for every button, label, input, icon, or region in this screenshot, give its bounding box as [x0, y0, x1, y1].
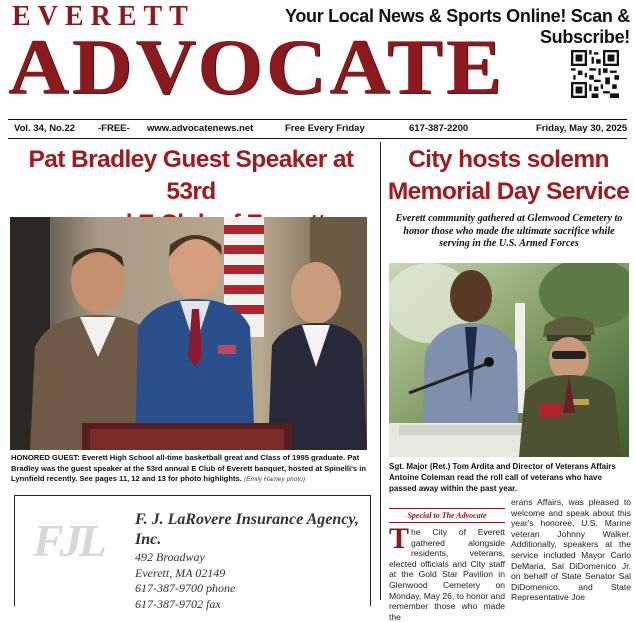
insurance-advertisement[interactable] [14, 495, 371, 611]
headline-line: Memorial Day Service [387, 178, 630, 205]
banquet-photo [10, 217, 367, 450]
issue-info-bar [8, 119, 627, 139]
right-story-deck: Everett community gathered at Glenwood Cemetery to honor those who made the ultimate sacrifice while serving in the U.S. Armed Forces [395, 213, 623, 249]
agency-logo: FJL [33, 515, 103, 566]
masthead-tagline: Your Local News & Sports Online! Scan & Subscribe! [284, 6, 630, 47]
phone-number: 617-387-2200 [409, 123, 469, 134]
story-byline: Special to The Advocate [389, 508, 505, 523]
right-photo-caption: Sgt. Major (Ret.) Tom Ardita and Director of Veterans Affairs Antoine Coleman read the roll call of veterans who have passed away within the past year. [389, 462, 616, 493]
headline-line: Pat Bradley Guest Speaker at 53rd [28, 146, 354, 205]
caption-text: HONORED GUEST: Everett High School all-time basketball great and Class of 1995 graduate. Pat Bradley was the guest speaker at the 53rd annual E Club of Everett banquet, hosted at Spinelli's in Lynnfield recently. See pages 11, 12 and 13 for photo highlights. [11, 453, 367, 483]
story-body-column-2: erans Affairs, was pleased to welcome and speak about this year's honoree, U.S. Marine veteran Johnny Walker. Additionally, speakers at the service included Mayor Carlo DeMaria, Sal DiDomenico Jr. on behalf of State Senator Sal DiDomenico, and State Representative Joe [511, 497, 631, 603]
drop-cap: T [389, 522, 410, 555]
right-story-headline[interactable] [385, 144, 632, 208]
agency-city: Everett, MA 02149 [135, 565, 226, 580]
body-text: he City of Everett gathered alongside residents, veterans, elected officials and City staff at the Gold Star Pavilion in Glenwood Cemetery on Monday, May 26, to honor and remember those who made the [389, 527, 505, 622]
story-body-column-1 [389, 522, 505, 622]
qr-code-icon[interactable] [571, 50, 619, 98]
masthead [0, 0, 635, 118]
website-link[interactable]: www.advocatenews.net [147, 123, 254, 134]
column-divider [380, 142, 381, 600]
masthead-title: ADVOCATE [8, 22, 505, 112]
headline-line: City hosts solemn [408, 146, 609, 173]
masthead-kicker: EVERETT [12, 1, 195, 32]
issue-frequency: Free Every Friday [285, 123, 365, 134]
issue-date: Friday, May 30, 2025 [536, 123, 628, 134]
agency-phone: 617-387-9700 phone [135, 581, 236, 595]
agency-name: F. J. LaRovere Insurance Agency, Inc. [135, 511, 359, 548]
issue-volume: Vol. 34, No.22 [14, 123, 76, 134]
photo-credit: (Emily Harney photo) [243, 476, 306, 483]
agency-street: 492 Broadway [135, 550, 205, 564]
agency-fax: 617-387-9702 fax [135, 596, 221, 611]
agency-contact [135, 510, 370, 612]
left-photo-caption [11, 453, 371, 486]
memorial-day-photo [389, 263, 629, 457]
issue-price: -FREE- [98, 123, 130, 134]
